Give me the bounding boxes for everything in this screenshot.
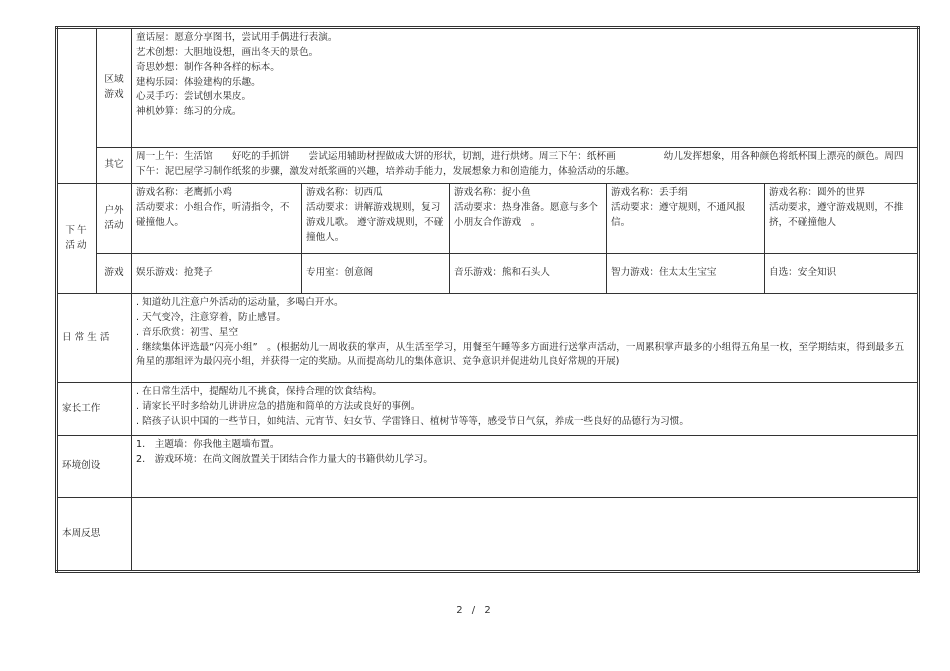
other-label: 其它 — [97, 148, 132, 184]
afternoon-game: 娱乐游戏：抢凳子 — [132, 254, 302, 294]
games-label: 游戏 — [97, 254, 132, 294]
afternoon-game: 音乐游戏：熊和石头人 — [450, 254, 607, 294]
parent-work-item: . 陪孩子认识中国的一些节日，如纯洁、元宵节、妇女节、学雷锋日、植树节等等，感受节日气氛，养成一些良好的品德行为习惯。 — [136, 415, 689, 427]
weekly-plan-table — [55, 26, 920, 573]
parent-work-cell — [132, 383, 919, 436]
daily-life-item: . 音乐欣赏：初雪、星空 — [136, 326, 239, 338]
environment-cell — [132, 436, 919, 498]
environment-item: 2. 游戏环境：在尚文阁放置关于团结合作力量大的书籍供幼儿学习。 — [136, 453, 433, 465]
outdoor-label: 户外活动 — [97, 184, 132, 254]
outdoor-game: 游戏名称：捉小鱼 活动要求：热身准备。愿意与多个小朋友合作游戏 。 — [450, 184, 607, 254]
daily-life-item: . 知道幼儿注意户外活动的运动量，多喝白开水。 — [136, 297, 344, 308]
daily-life-item: . 继续集体评选最“闪亮小组” 。(根据幼儿一周收获的掌声，从生活至学习，用餐至午睡等多方面进行送掌声活动，一周累积掌声最多的小组得五角星一枚，至学期结束，得到最多五角星的那组评为最闪亮小组，并获得一定的奖励。从而提高幼儿的集体意识、竞争意识并促进幼儿良好常规的开展) — [136, 341, 905, 368]
parent-work-item: . 在日常生活中，提醒幼儿不挑食，保持合理的饮食结构。 — [136, 386, 382, 397]
outdoor-game: 游戏名称：老鹰抓小鸡 活动要求：小组合作，听清指令，不碰撞他人。 — [132, 184, 302, 254]
daily-life-cell — [132, 294, 919, 383]
region-game-item: 建构乐园：体验建构的乐趣。 — [136, 76, 261, 88]
parent-work-item: . 请家长平时多给幼儿讲讲应急的措施和简单的方法或良好的事例。 — [136, 400, 421, 412]
region-game-label: 区域游戏 — [97, 28, 132, 148]
parent-work-label: 家长工作 — [57, 383, 132, 436]
daily-life-label: 日 常 生 活 — [57, 294, 132, 383]
afternoon-game: 智力游戏：住太太生宝宝 — [607, 254, 765, 294]
outdoor-game: 游戏名称：切西瓜 活动要求：讲解游戏规则，复习游戏儿歌。 遵守游戏规则，不碰撞他人。 — [302, 184, 450, 254]
region-game-item: 童话屋：愿意分享图书，尝试用手偶进行表演。 — [136, 32, 338, 43]
region-game-item: 奇思妙想：制作各种各样的标本。 — [136, 61, 280, 73]
reflection-cell — [132, 498, 919, 572]
afternoon-label: 下午活动 — [57, 184, 97, 294]
outdoor-game: 游戏名称：丢手绢 活动要求：遵守规则，不通风报信。 — [607, 184, 765, 254]
afternoon-game: 自选：安全知识 — [765, 254, 919, 294]
region-game-item: 艺术创想：大胆地设想，画出冬天的景色。 — [136, 46, 319, 58]
afternoon-game: 专用室：创意阁 — [302, 254, 450, 294]
region-game-item: 心灵手巧：尝试刨水果皮。 — [136, 91, 252, 103]
reflection-label: 本周反思 — [57, 498, 132, 572]
environment-label: 环境创设 — [57, 436, 132, 498]
environment-item: 1. 主题墙：你我他主题墙布置。 — [136, 439, 280, 450]
outdoor-game: 游戏名称：圆外的世界 活动要求，遵守游戏规则，不推挤，不碰撞他人 — [765, 184, 919, 254]
morning-section-cell — [57, 28, 97, 184]
page-number: 2 / 2 — [456, 605, 494, 616]
daily-life-item: . 天气变冷，注意穿着，防止感冒。 — [136, 311, 287, 323]
region-game-cell — [132, 28, 919, 148]
other-text: 周一上午：生活馆 好吃的手抓饼 尝试运用辅助材捏做成大饼的形状，切割，进行烘烤。周三下午：纸杯画 幼儿发挥想象，用各种颜色将纸杯围上漂亮的颜色。周四下午：泥巴屋学习制作纸浆的步骤，激发对纸浆画的兴趣，培养动手能力，发展想象力和创造能力，体验活动的乐趣。 — [132, 148, 919, 184]
region-game-item: 神机妙算：练习的分成。 — [136, 106, 242, 118]
